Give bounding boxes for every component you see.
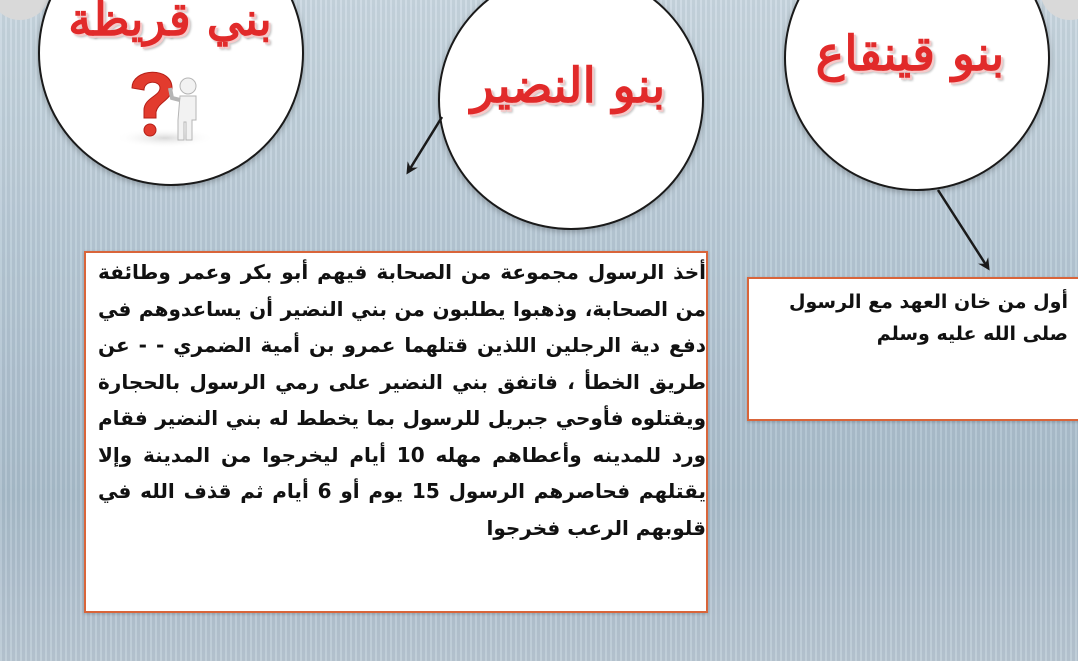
- title-banu-qaynuqa: بنو قينقاع: [815, 26, 1005, 82]
- title-bani-qurayza: بني قريظة: [68, 0, 272, 46]
- banu-qaynuqa-description: أول من خان العهد مع الرسول صلى الله عليه وسلم: [789, 291, 1068, 345]
- banu-nadir-description: أخذ الرسول مجموعة من الصحابة فيهم أبو بكر وعمر وطائفة من الصحابة، وذهبوا يطلبون من بني النضير أن يساعدوهم في دفع دية الرجلين اللذين قتلهما عمرو بن أمية الضمري - - عن طريق الخطأ ، فاتفق بني النضير على رمي الرسول بالحجارة ويقتلوه فأوحي جبريل للرسول بما يخطط له بني النضير فقام ورد للمدينه وأعطاهم مهله 10 أيام ليخرجوا من المدينة وإلا يقتلهم فحاصرهم الرسول 15 يوم أو 6 أيام ثم قذف الله في قلوبهم الرعب فخرجوا: [98, 260, 707, 540]
- title-banu-nadir: بنو النضير: [470, 58, 666, 114]
